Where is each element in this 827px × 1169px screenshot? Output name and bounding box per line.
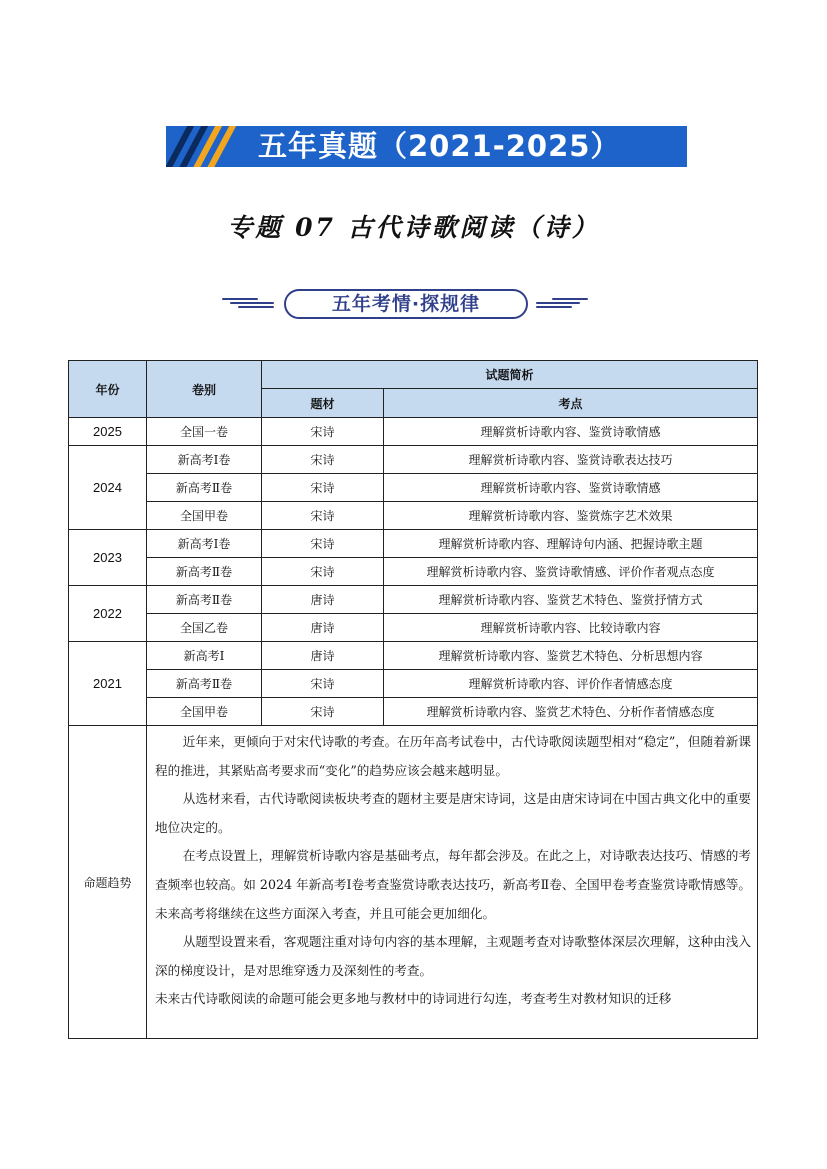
points-cell: 理解赏析诗歌内容、评价作者情感态度 (384, 670, 758, 698)
table-row (69, 614, 758, 642)
year-cell: 2021 (69, 642, 147, 726)
table-row (69, 586, 758, 614)
points-cell: 理解赏析诗歌内容、鉴赏诗歌情感、评价作者观点态度 (384, 558, 758, 586)
trend-paragraph: 近年来，更倾向于对宋代诗歌的考查。在历年高考试卷中，古代诗歌阅读题型相对“稳定”，但随着新课程的推进，其紧贴高考要求而“变化”的趋势应该会越来越明显。 (155, 734, 752, 778)
subject-cell: 宋诗 (262, 670, 384, 698)
points-cell: 理解赏析诗歌内容、鉴赏艺术特色、分析作者情感态度 (384, 698, 758, 726)
points-cell: 理解赏析诗歌内容、鉴赏艺术特色、鉴赏抒情方式 (384, 586, 758, 614)
table-row (69, 558, 758, 586)
table-row (69, 698, 758, 726)
exam-analysis-table (68, 360, 758, 1039)
header-year: 年份 (69, 361, 147, 418)
points-cell: 理解赏析诗歌内容、理解诗句内涵、把握诗歌主题 (384, 530, 758, 558)
table-row (69, 642, 758, 670)
table-row (69, 670, 758, 698)
year-cell: 2022 (69, 586, 147, 642)
trend-paragraph: 在考点设置上，理解赏析诗歌内容是基础考点，每年都会涉及。在此之上，对诗歌表达技巧、情感的考查频率也较高。如 2024 年新高考Ⅰ卷考查鉴赏诗歌表达技巧，新高考Ⅱ卷、全国甲卷考查鉴赏诗歌情感等。未来高考将继续在这些方面深入考查，并且可能会更加细化。 (155, 848, 752, 921)
trend-text (147, 726, 758, 1039)
title-banner (166, 126, 687, 167)
points-cell: 理解赏析诗歌内容、比较诗歌内容 (384, 614, 758, 642)
table-row (69, 418, 758, 446)
year-cell: 2024 (69, 446, 147, 530)
paper-cell: 新高考Ⅱ卷 (147, 558, 262, 586)
year-cell: 2023 (69, 530, 147, 586)
header-analysis: 试题简析 (262, 361, 758, 389)
section-label: 五年考情·探规律 (284, 289, 528, 319)
subject-cell: 唐诗 (262, 614, 384, 642)
decorative-lines (222, 296, 274, 310)
header-points: 考点 (384, 389, 758, 418)
paper-cell: 新高考Ⅰ卷 (147, 446, 262, 474)
subject-cell: 宋诗 (262, 418, 384, 446)
section-heading (222, 288, 588, 318)
points-cell: 理解赏析诗歌内容、鉴赏炼字艺术效果 (384, 502, 758, 530)
trend-paragraph: 从题型设置来看，客观题注重对诗句内容的基本理解，主观题考查对诗歌整体深层次理解，这种由浅入深的梯度设计，是对思维穿透力及深刻性的考查。 (155, 934, 752, 978)
trend-label: 命题趋势 (69, 726, 147, 1039)
trend-row (69, 726, 758, 1039)
points-cell: 理解赏析诗歌内容、鉴赏诗歌情感 (384, 418, 758, 446)
paper-cell: 全国甲卷 (147, 502, 262, 530)
subject-cell: 宋诗 (262, 698, 384, 726)
subject-cell: 唐诗 (262, 586, 384, 614)
subject-cell: 唐诗 (262, 642, 384, 670)
table-row (69, 446, 758, 474)
paper-cell: 新高考Ⅱ卷 (147, 474, 262, 502)
paper-cell: 全国一卷 (147, 418, 262, 446)
subject-cell: 宋诗 (262, 502, 384, 530)
subject-cell: 宋诗 (262, 474, 384, 502)
subject-cell: 宋诗 (262, 446, 384, 474)
points-cell: 理解赏析诗歌内容、鉴赏诗歌表达技巧 (384, 446, 758, 474)
topic-title: 专题 07 古代诗歌阅读（诗） (227, 213, 600, 242)
points-cell: 理解赏析诗歌内容、鉴赏诗歌情感 (384, 474, 758, 502)
trend-paragraph: 未来古代诗歌阅读的命题可能会更多地与教材中的诗词进行勾连，考查考生对教材知识的迁移 (155, 991, 672, 1007)
subject-cell: 宋诗 (262, 530, 384, 558)
header-paper: 卷别 (147, 361, 262, 418)
paper-cell: 新高考Ⅰ卷 (147, 530, 262, 558)
paper-cell: 新高考Ⅱ卷 (147, 670, 262, 698)
paper-cell: 全国甲卷 (147, 698, 262, 726)
trend-paragraph: 从选材来看，古代诗歌阅读板块考查的题材主要是唐宋诗词，这是由唐宋诗词在中国古典文化中的重要地位决定的。 (155, 791, 752, 835)
paper-cell: 全国乙卷 (147, 614, 262, 642)
table-row (69, 502, 758, 530)
paper-cell: 新高考Ⅱ卷 (147, 586, 262, 614)
points-cell: 理解赏析诗歌内容、鉴赏艺术特色、分析思想内容 (384, 642, 758, 670)
paper-cell: 新高考Ⅰ (147, 642, 262, 670)
table-row (69, 530, 758, 558)
year-cell: 2025 (69, 418, 147, 446)
banner-title: 五年真题（2021-2025） (258, 129, 621, 163)
decorative-lines (536, 296, 588, 310)
table-row (69, 474, 758, 502)
subject-cell: 宋诗 (262, 558, 384, 586)
header-subject: 题材 (262, 389, 384, 418)
